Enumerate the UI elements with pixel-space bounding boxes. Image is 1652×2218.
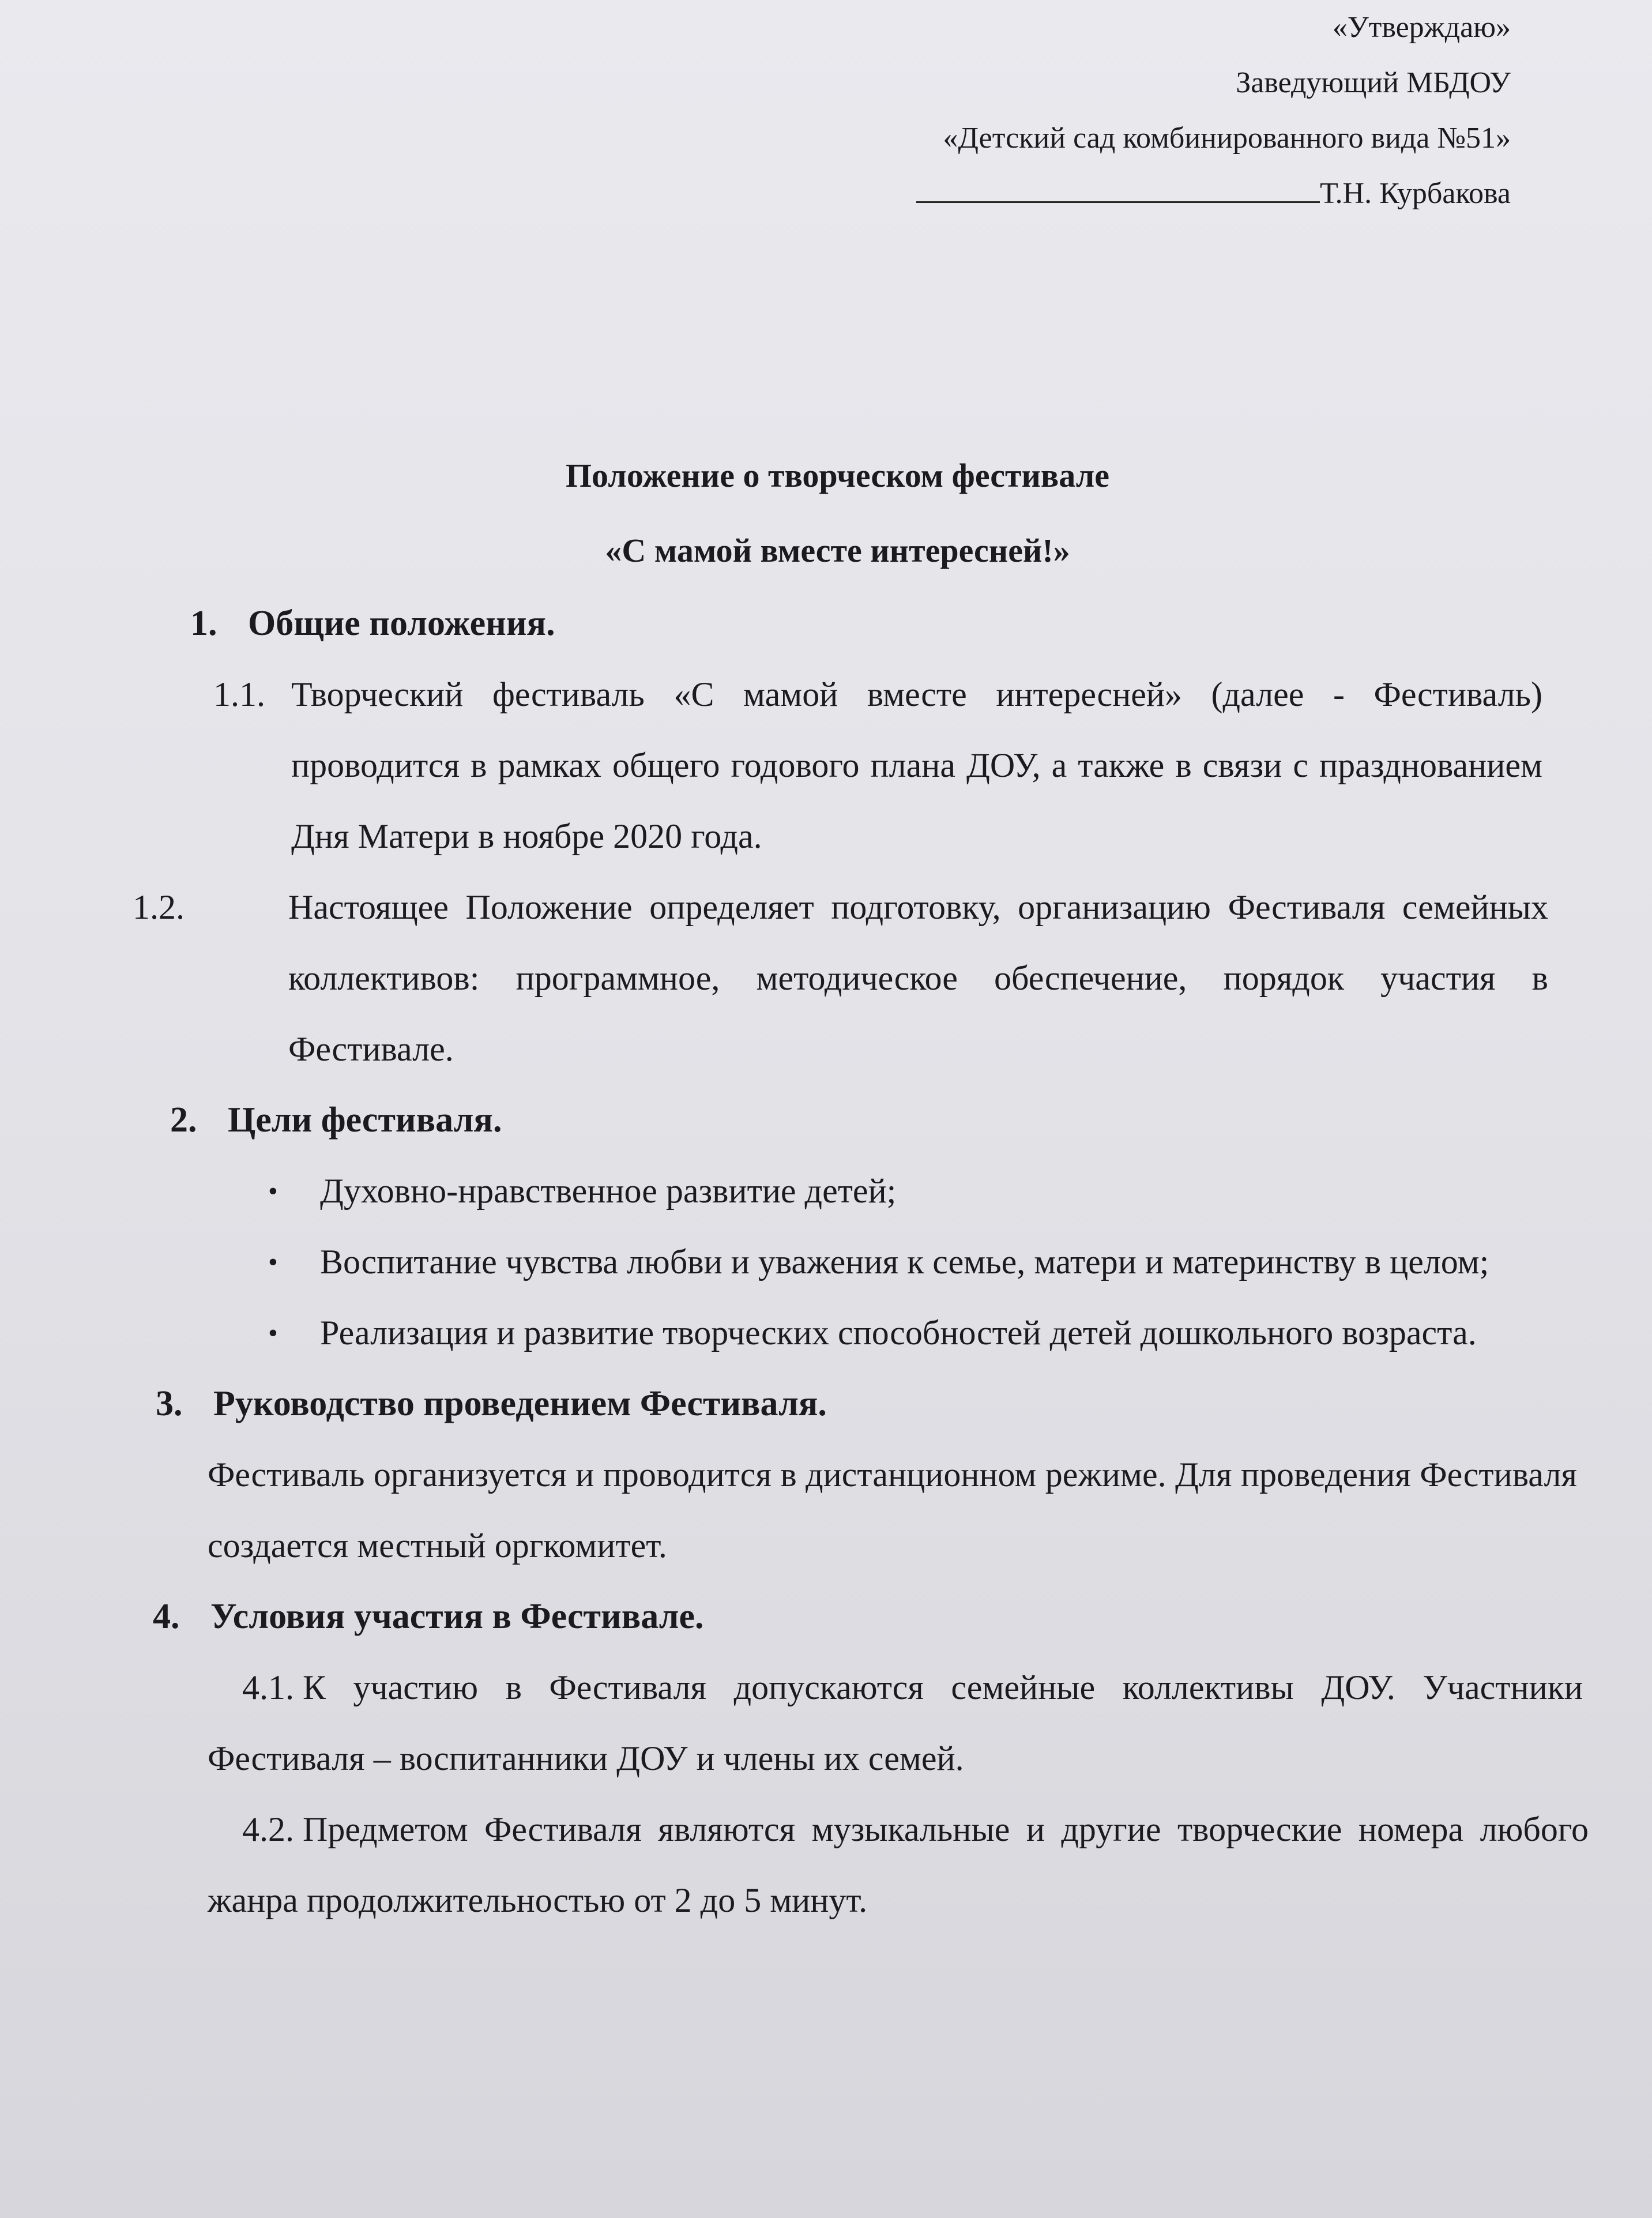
section-4-heading bbox=[153, 1581, 1652, 1652]
title-line-2: «С мамой вместе интересней!» bbox=[605, 532, 1070, 569]
paragraph-1-1-text: Творческий фестиваль «С мамой вместе интересней» (далее - Фестиваль) проводится в рамках общего годового плана ДОУ, а также в связи с празднованием Дня Матери в ноябре 2020 года. bbox=[291, 675, 1542, 855]
section-2-number: 2. bbox=[170, 1100, 197, 1140]
goals-list bbox=[268, 1156, 1566, 1369]
approval-block bbox=[916, 0, 1511, 221]
approval-signer: Т.Н. Курбакова bbox=[1320, 177, 1511, 210]
paragraph-1-1-number: 1.1. bbox=[213, 675, 265, 713]
approval-title: «Утверждаю» bbox=[1332, 11, 1511, 44]
section-4-title: Условия участия в Фестивале. bbox=[210, 1597, 704, 1636]
approval-signature-line bbox=[916, 166, 1511, 221]
paragraph-1-2 bbox=[133, 872, 1548, 1085]
paragraph-1-1 bbox=[213, 659, 1542, 872]
paragraph-4-1-number: 4.1. bbox=[242, 1668, 294, 1706]
list-item: • Духовно-нравственное развитие детей; bbox=[320, 1156, 1566, 1227]
paragraph-4-2-text: Предметом Фестиваля являются музыкальные и другие творческие номера любого жанра продолжительностью от 2 до 5 минут. bbox=[208, 1810, 1589, 1919]
section-2-heading bbox=[170, 1085, 1652, 1156]
paragraph-3-text: Фестиваль организуется и проводится в дистанционном режиме. Для проведения Фестиваля создается местный оргкомитет. bbox=[208, 1456, 1577, 1565]
title-line-1: Положение о творческом фестивале bbox=[565, 457, 1110, 494]
list-item: • Реализация и развитие творческих способностей детей дошкольного возраста. bbox=[320, 1298, 1566, 1369]
paragraph-3 bbox=[208, 1439, 1577, 1581]
section-3-number: 3. bbox=[156, 1384, 183, 1423]
paragraph-4-1-text: К участию в Фестиваля допускаются семейные коллективы ДОУ. Участники Фестиваля – воспитанники ДОУ и члены их семей. bbox=[208, 1668, 1583, 1777]
approval-position: Заведующий МБДОУ bbox=[1236, 66, 1511, 99]
section-3-heading bbox=[156, 1369, 1652, 1439]
bullet-icon: • bbox=[268, 1176, 278, 1206]
section-2-title: Цели фестиваля. bbox=[228, 1100, 502, 1140]
document-title bbox=[0, 438, 1652, 588]
paragraph-1-2-text: Настоящее Положение определяет подготовку, организацию Фестиваля семейных коллективов: программное, методическое обеспечение, порядок участия в Фестивале. bbox=[288, 888, 1548, 1068]
bullet-icon: • bbox=[268, 1318, 278, 1348]
section-1-number: 1. bbox=[190, 604, 217, 643]
bullet-icon: • bbox=[268, 1247, 278, 1277]
paragraph-4-2-number: 4.2. bbox=[242, 1810, 294, 1848]
section-1-heading bbox=[190, 588, 1652, 659]
section-1-title: Общие положения. bbox=[248, 604, 555, 643]
document-body bbox=[0, 588, 1652, 1936]
paragraph-4-1 bbox=[208, 1652, 1583, 1794]
paragraph-1-2-number: 1.2. bbox=[133, 888, 185, 926]
section-3-title: Руководство проведением Фестиваля. bbox=[213, 1384, 827, 1423]
approval-organization: «Детский сад комбинированного вида №51» bbox=[943, 122, 1511, 155]
signature-blank bbox=[916, 190, 1320, 203]
list-item: • Воспитание чувства любви и уважения к семье, матери и материнству в целом; bbox=[320, 1227, 1566, 1298]
section-4-number: 4. bbox=[153, 1597, 180, 1636]
paragraph-4-2 bbox=[208, 1794, 1589, 1936]
